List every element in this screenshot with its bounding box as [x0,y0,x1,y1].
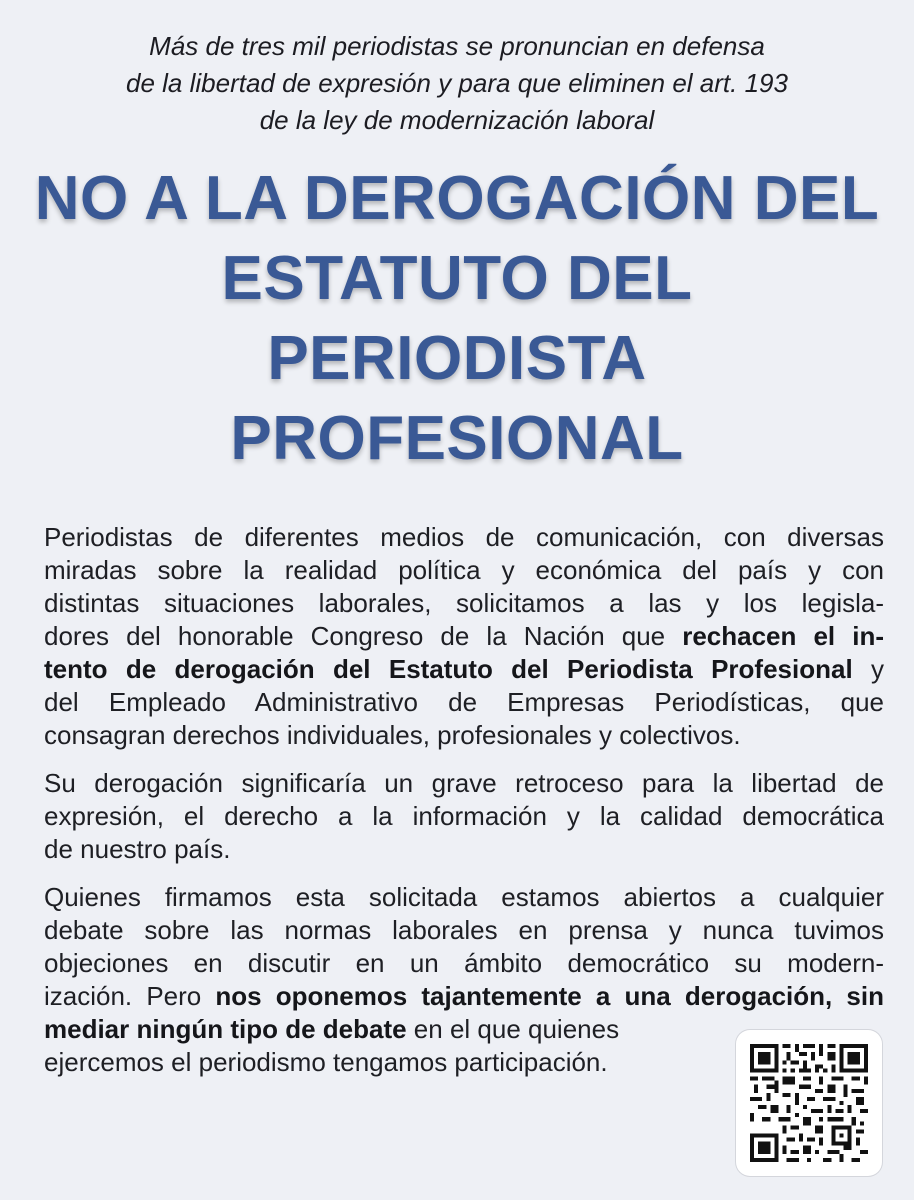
headline-line-1: NO A LA DEROGACIÓN DEL [34,164,880,233]
headline [30,159,884,479]
paragraph-1-line: miradas sobre la realidad política y económica del país y con [44,555,884,585]
paragraph-2 [44,767,884,866]
paragraph-1-line: Periodistas de diferentes medios de comunicación, con diversas [44,522,884,552]
paragraph-3-line: ejercemos el periodismo tengamos participación. [44,1047,608,1077]
bold-run: rechacen el in- [682,621,885,651]
qr-code-icon [750,1044,868,1162]
paragraph-1-line: del Empleado Administrativo de Empresas Periodísticas, que [44,687,884,717]
paragraph-3-line: Quienes firmamos esta solicitada estamos abiertos a cualquier [44,882,884,912]
paragraph-1-line [44,653,884,686]
headline-line-2: ESTATUTO DEL PERIODISTA [221,244,693,393]
text-run: ización. Pero [44,981,216,1011]
paragraph-3-line: debate sobre las normas laborales en prensa y nunca tuvimos [44,915,884,945]
paragraph-2-line: de nuestro país. [44,834,231,864]
text-run: dores del honorable Congreso de la Nación que [44,621,683,651]
kicker [30,28,884,139]
text-run: y [852,654,884,684]
paragraph-2-line: Su derogación significaría un grave retroceso para la libertad de [44,768,884,798]
kicker-line-1: Más de tres mil periodistas se pronuncian en defensa [149,31,765,61]
kicker-line-2: de la libertad de expresión y para que eliminen el art. 193 [126,68,788,98]
bold-run: nos oponemos tajantemente a una derogación, sin [215,981,884,1011]
qr-code[interactable] [736,1030,882,1176]
kicker-line-3: de la ley de modernización laboral [259,105,655,135]
paragraph-1 [44,521,884,752]
paragraph-2-line: expresión, el derecho a la información y la calidad democrática [44,801,884,831]
paragraph-3-line: objeciones en discutir en un ámbito democrático su modern- [44,948,884,978]
headline-line-3: PROFESIONAL [230,404,684,473]
bold-run: tento de derogación del Estatuto del Periodista Profesional [44,654,853,684]
text-run: en el que quienes [406,1014,620,1044]
bold-run: mediar ningún tipo de debate [44,1014,407,1044]
paragraph-3-line [44,980,884,1013]
paragraph-1-line: consagran derechos individuales, profesionales y colectivos. [44,720,741,750]
paragraph-1-line: distintas situaciones laborales, solicitamos a las y los legisla- [44,588,884,618]
paragraph-1-line [44,620,884,653]
